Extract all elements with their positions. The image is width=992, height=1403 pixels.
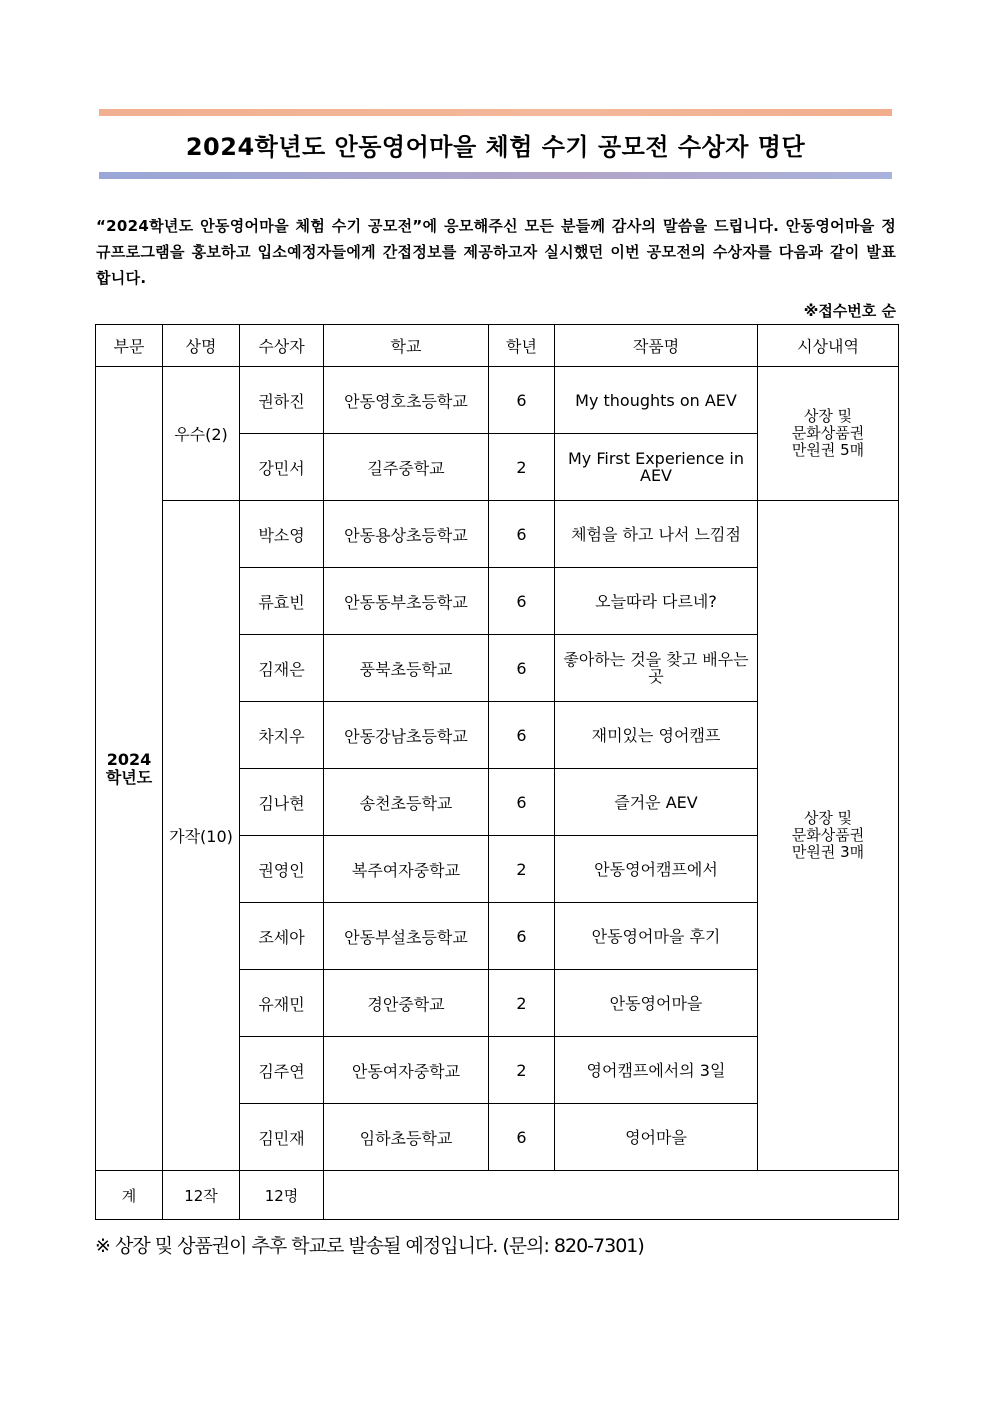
total-people: 12명 bbox=[240, 1171, 324, 1220]
title-bottom-bar bbox=[99, 172, 892, 179]
winner-cell: 박소영 bbox=[240, 501, 324, 568]
header-title: 작품명 bbox=[555, 325, 758, 367]
work-title-cell: 안동영어마을 후기 bbox=[555, 903, 758, 970]
grade-cell: 6 bbox=[489, 769, 555, 836]
order-note: ※접수번호 순 bbox=[803, 302, 896, 320]
school-cell: 안동강남초등학교 bbox=[324, 702, 489, 769]
school-cell: 안동용상초등학교 bbox=[324, 501, 489, 568]
table-row bbox=[96, 367, 899, 434]
winner-cell: 김주연 bbox=[240, 1037, 324, 1104]
winner-cell: 류효빈 bbox=[240, 568, 324, 635]
winner-cell: 김재은 bbox=[240, 635, 324, 702]
school-cell: 임하초등학교 bbox=[324, 1104, 489, 1171]
prize-cell: 상장 및 문화상품권 만원권 3매 bbox=[758, 501, 899, 1171]
grade-cell: 6 bbox=[489, 903, 555, 970]
table-row bbox=[96, 501, 899, 568]
work-title-cell: 즐거운 AEV bbox=[555, 769, 758, 836]
total-empty bbox=[324, 1171, 899, 1220]
school-cell: 안동동부초등학교 bbox=[324, 568, 489, 635]
work-title-cell: My thoughts on AEV bbox=[555, 367, 758, 434]
header-award: 상명 bbox=[163, 325, 240, 367]
school-cell: 풍북초등학교 bbox=[324, 635, 489, 702]
grade-cell: 6 bbox=[489, 1104, 555, 1171]
winner-cell: 차지우 bbox=[240, 702, 324, 769]
winner-cell: 강민서 bbox=[240, 434, 324, 501]
work-title-cell: 안동영어캠프에서 bbox=[555, 836, 758, 903]
work-title-cell: 영어마을 bbox=[555, 1104, 758, 1171]
grade-cell: 2 bbox=[489, 970, 555, 1037]
header-school: 학교 bbox=[324, 325, 489, 367]
school-cell: 경안중학교 bbox=[324, 970, 489, 1037]
grade-cell: 2 bbox=[489, 434, 555, 501]
grade-cell: 6 bbox=[489, 367, 555, 434]
grade-cell: 2 bbox=[489, 836, 555, 903]
work-title-cell: 안동영어마을 bbox=[555, 970, 758, 1037]
intro-paragraph: “2024학년도 안동영어마을 체험 수기 공모전”에 응모해주신 모든 분들께 감사의 말씀을 드립니다. 안동영어마을 정규프로그램을 홍보하고 입소예정자들에게 간접정보를 제공하고자 실시했던 이번 공모전의 수상자를 다음과 같이 발표합니다. bbox=[96, 217, 896, 287]
total-label: 계 bbox=[96, 1171, 163, 1220]
work-title-cell: 영어캠프에서의 3일 bbox=[555, 1037, 758, 1104]
header-row bbox=[96, 325, 899, 367]
header-winner: 수상자 bbox=[240, 325, 324, 367]
division-cell: 2024 학년도 bbox=[96, 367, 163, 1171]
awards-table bbox=[95, 324, 899, 1220]
school-cell: 안동부설초등학교 bbox=[324, 903, 489, 970]
grade-cell: 6 bbox=[489, 568, 555, 635]
work-title-cell: 체험을 하고 나서 느낌점 bbox=[555, 501, 758, 568]
school-cell: 복주여자중학교 bbox=[324, 836, 489, 903]
page-title: 2024학년도 안동영어마을 체험 수기 공모전 수상자 명단 bbox=[185, 133, 806, 161]
title-top-bar bbox=[99, 109, 892, 116]
school-cell: 송천초등학교 bbox=[324, 769, 489, 836]
winner-cell: 김민재 bbox=[240, 1104, 324, 1171]
award-cell: 우수(2) bbox=[163, 367, 240, 501]
total-works: 12작 bbox=[163, 1171, 240, 1220]
grade-cell: 6 bbox=[489, 702, 555, 769]
total-row bbox=[96, 1171, 899, 1220]
winner-cell: 권하진 bbox=[240, 367, 324, 434]
header-grade: 학년 bbox=[489, 325, 555, 367]
work-title-cell: 재미있는 영어캠프 bbox=[555, 702, 758, 769]
winner-cell: 김나현 bbox=[240, 769, 324, 836]
footnote: ※ 상장 및 상품권이 추후 학교로 발송될 예정입니다. (문의: 820-7301) bbox=[95, 1235, 644, 1257]
winner-cell: 유재민 bbox=[240, 970, 324, 1037]
winner-cell: 조세아 bbox=[240, 903, 324, 970]
header-prize: 시상내역 bbox=[758, 325, 899, 367]
work-title-cell: 오늘따라 다르네? bbox=[555, 568, 758, 635]
school-cell: 안동여자중학교 bbox=[324, 1037, 489, 1104]
grade-cell: 2 bbox=[489, 1037, 555, 1104]
work-title-cell: My First Experience in AEV bbox=[555, 434, 758, 501]
grade-cell: 6 bbox=[489, 501, 555, 568]
school-cell: 안동영호초등학교 bbox=[324, 367, 489, 434]
school-cell: 길주중학교 bbox=[324, 434, 489, 501]
award-cell: 가작(10) bbox=[163, 501, 240, 1171]
header-division: 부문 bbox=[96, 325, 163, 367]
work-title-cell: 좋아하는 것을 찾고 배우는 곳 bbox=[555, 635, 758, 702]
grade-cell: 6 bbox=[489, 635, 555, 702]
prize-cell: 상장 및 문화상품권 만원권 5매 bbox=[758, 367, 899, 501]
winner-cell: 권영인 bbox=[240, 836, 324, 903]
